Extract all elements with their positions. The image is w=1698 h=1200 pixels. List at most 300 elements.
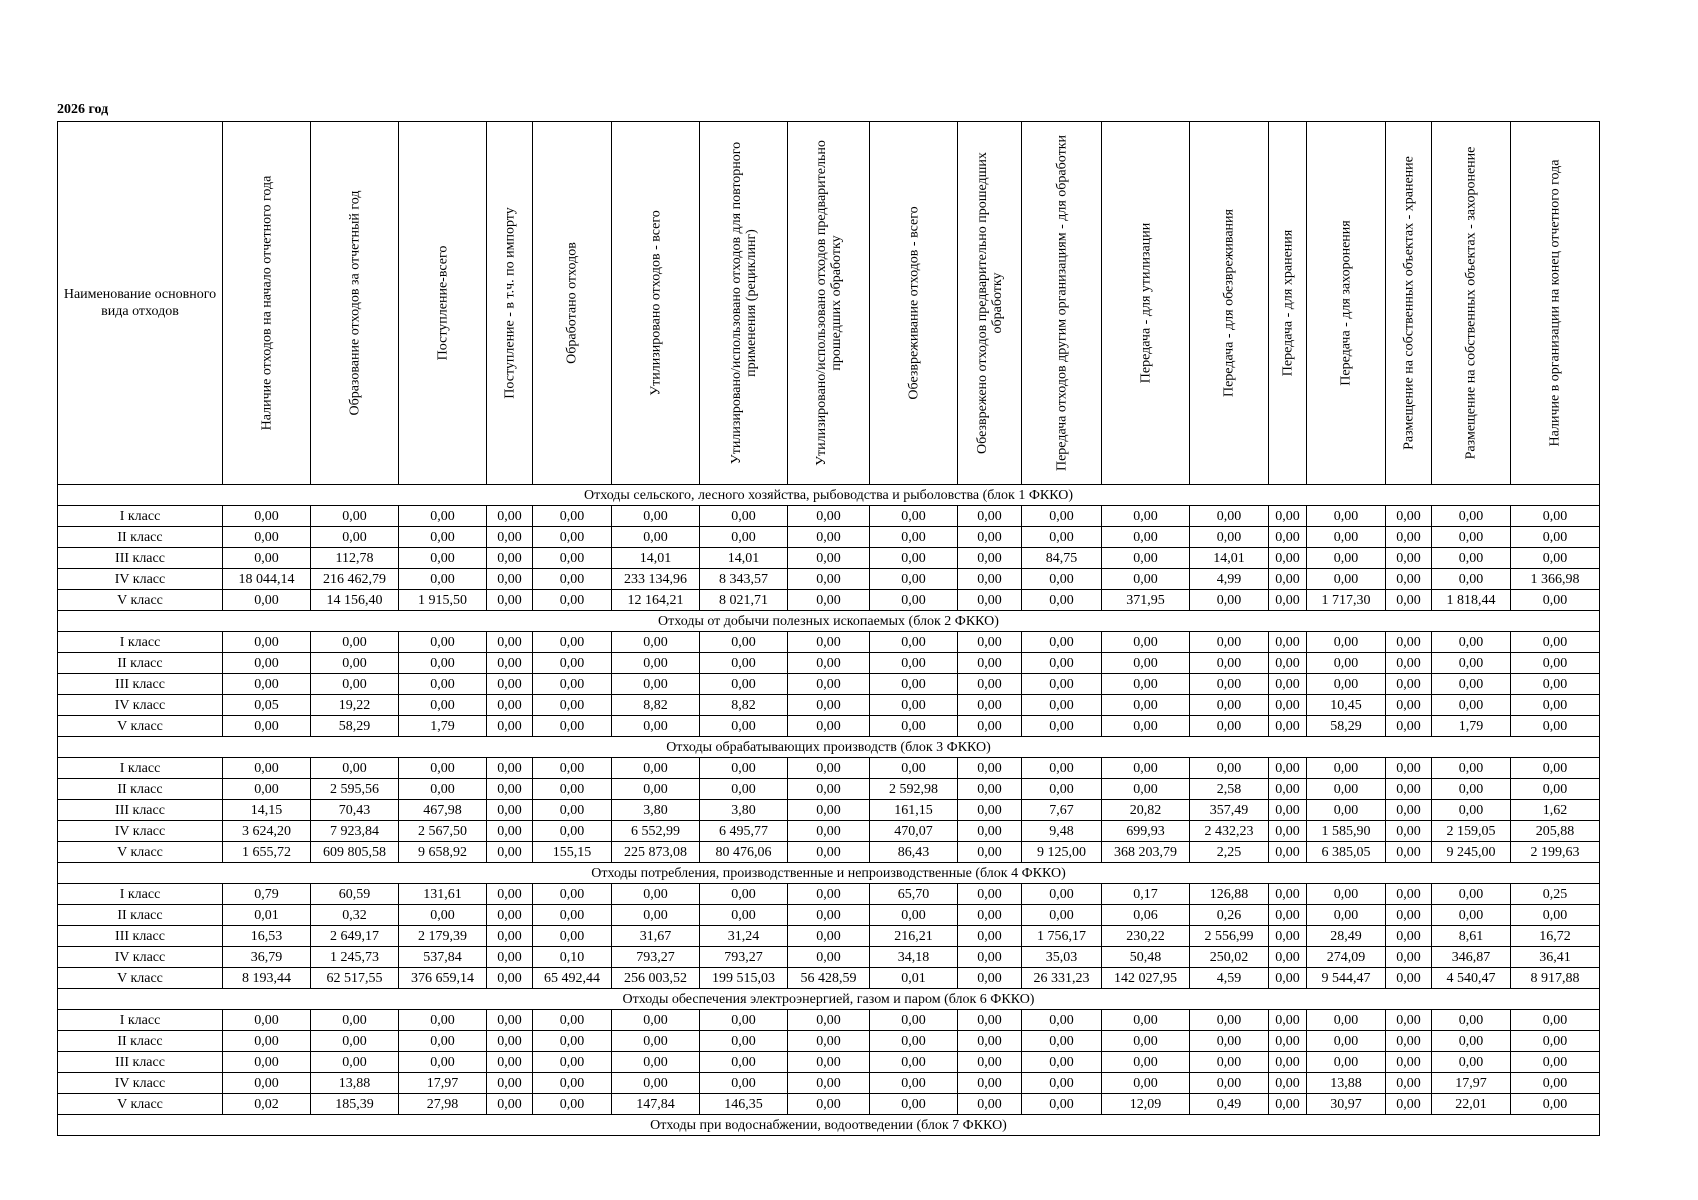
value-cell: 31,24 bbox=[700, 926, 788, 947]
value-cell: 0,00 bbox=[870, 590, 958, 611]
value-cell: 0,00 bbox=[958, 569, 1022, 590]
value-cell: 0,00 bbox=[788, 842, 870, 863]
value-cell: 0,00 bbox=[1511, 653, 1600, 674]
value-cell: 6 552,99 bbox=[612, 821, 700, 842]
value-cell: 0,00 bbox=[533, 1031, 612, 1052]
value-cell: 0,00 bbox=[1190, 527, 1269, 548]
value-cell: 0,00 bbox=[1432, 800, 1511, 821]
column-header bbox=[223, 122, 311, 485]
value-cell: 0,00 bbox=[870, 905, 958, 926]
value-cell: 0,00 bbox=[1022, 1073, 1102, 1094]
value-cell: 0,00 bbox=[700, 884, 788, 905]
value-cell: 60,59 bbox=[311, 884, 399, 905]
value-cell: 0,00 bbox=[700, 1010, 788, 1031]
value-cell: 0,00 bbox=[487, 695, 533, 716]
table-row bbox=[58, 632, 1600, 653]
value-cell: 0,00 bbox=[533, 590, 612, 611]
value-cell: 1 756,17 bbox=[1022, 926, 1102, 947]
value-cell: 0,00 bbox=[1432, 674, 1511, 695]
hazard-class-cell: IV класс bbox=[58, 947, 223, 968]
value-cell: 0,00 bbox=[487, 821, 533, 842]
value-cell: 0,00 bbox=[487, 527, 533, 548]
column-header-label: Наличие отходов на начало отчетного года bbox=[259, 175, 274, 431]
hazard-class-cell: V класс bbox=[58, 968, 223, 989]
value-cell: 368 203,79 bbox=[1102, 842, 1190, 863]
value-cell: 0,00 bbox=[1432, 884, 1511, 905]
value-cell: 793,27 bbox=[612, 947, 700, 968]
value-cell: 0,00 bbox=[1102, 527, 1190, 548]
column-header bbox=[1432, 122, 1511, 485]
hazard-class-cell: III класс bbox=[58, 800, 223, 821]
value-cell: 0,00 bbox=[870, 1010, 958, 1031]
value-cell: 7 923,84 bbox=[311, 821, 399, 842]
value-cell: 0,00 bbox=[223, 653, 311, 674]
table-row bbox=[58, 548, 1600, 569]
value-cell: 0,00 bbox=[1307, 674, 1386, 695]
value-cell: 0,00 bbox=[399, 1031, 487, 1052]
value-cell: 0,00 bbox=[533, 653, 612, 674]
value-cell: 0,00 bbox=[870, 1073, 958, 1094]
value-cell: 0,00 bbox=[612, 884, 700, 905]
value-cell: 0,00 bbox=[700, 632, 788, 653]
value-cell: 131,61 bbox=[399, 884, 487, 905]
column-header-label: Утилизировано/использовано отходов предварительно прошедших обработку bbox=[813, 140, 844, 466]
value-cell: 28,49 bbox=[1307, 926, 1386, 947]
value-cell: 0,00 bbox=[1511, 1031, 1600, 1052]
value-cell: 4,59 bbox=[1190, 968, 1269, 989]
value-cell: 2 199,63 bbox=[1511, 842, 1600, 863]
value-cell: 0,00 bbox=[700, 506, 788, 527]
value-cell: 0,00 bbox=[487, 653, 533, 674]
value-cell: 0,00 bbox=[870, 506, 958, 527]
column-header-label: Размещение на собственных объектах - хранение bbox=[1401, 156, 1416, 450]
table-row bbox=[58, 884, 1600, 905]
value-cell: 0,00 bbox=[1190, 590, 1269, 611]
value-cell: 0,00 bbox=[1269, 548, 1307, 569]
value-cell: 0,00 bbox=[1022, 674, 1102, 695]
value-cell: 1 717,30 bbox=[1307, 590, 1386, 611]
hazard-class-cell: I класс bbox=[58, 884, 223, 905]
value-cell: 6 385,05 bbox=[1307, 842, 1386, 863]
table-row bbox=[58, 800, 1600, 821]
value-cell: 0,00 bbox=[1307, 1052, 1386, 1073]
value-cell: 4,99 bbox=[1190, 569, 1269, 590]
table-row bbox=[58, 590, 1600, 611]
value-cell: 0,00 bbox=[1022, 569, 1102, 590]
hazard-class-cell: IV класс bbox=[58, 821, 223, 842]
value-cell: 2 595,56 bbox=[311, 779, 399, 800]
value-cell: 0,06 bbox=[1102, 905, 1190, 926]
value-cell: 0,00 bbox=[1269, 653, 1307, 674]
value-cell: 0,00 bbox=[1386, 1073, 1432, 1094]
value-cell: 0,00 bbox=[958, 947, 1022, 968]
value-cell: 0,00 bbox=[1022, 758, 1102, 779]
value-cell: 0,00 bbox=[1307, 548, 1386, 569]
value-cell: 0,00 bbox=[1511, 695, 1600, 716]
column-header bbox=[533, 122, 612, 485]
value-cell: 537,84 bbox=[399, 947, 487, 968]
value-cell: 0,10 bbox=[533, 947, 612, 968]
value-cell: 0,00 bbox=[1190, 758, 1269, 779]
value-cell: 0,00 bbox=[958, 800, 1022, 821]
value-cell: 2 567,50 bbox=[399, 821, 487, 842]
value-cell: 0,00 bbox=[1190, 674, 1269, 695]
value-cell: 2 649,17 bbox=[311, 926, 399, 947]
value-cell: 50,48 bbox=[1102, 947, 1190, 968]
value-cell: 14 156,40 bbox=[311, 590, 399, 611]
value-cell: 146,35 bbox=[700, 1094, 788, 1115]
value-cell: 22,01 bbox=[1432, 1094, 1511, 1115]
table-row bbox=[58, 1052, 1600, 1073]
value-cell: 2,58 bbox=[1190, 779, 1269, 800]
value-cell: 8 193,44 bbox=[223, 968, 311, 989]
value-cell: 112,78 bbox=[311, 548, 399, 569]
value-cell: 0,00 bbox=[788, 527, 870, 548]
table-row bbox=[58, 968, 1600, 989]
value-cell: 1,79 bbox=[1432, 716, 1511, 737]
value-cell: 0,01 bbox=[870, 968, 958, 989]
value-cell: 0,00 bbox=[612, 779, 700, 800]
value-cell: 0,00 bbox=[399, 653, 487, 674]
value-cell: 3,80 bbox=[612, 800, 700, 821]
column-header bbox=[612, 122, 700, 485]
value-cell: 0,00 bbox=[1386, 527, 1432, 548]
value-cell: 0,00 bbox=[1386, 1010, 1432, 1031]
hazard-class-cell: IV класс bbox=[58, 569, 223, 590]
value-cell: 58,29 bbox=[1307, 716, 1386, 737]
value-cell: 0,00 bbox=[1022, 527, 1102, 548]
value-cell: 0,00 bbox=[1386, 800, 1432, 821]
hazard-class-cell: I класс bbox=[58, 758, 223, 779]
value-cell: 10,45 bbox=[1307, 695, 1386, 716]
value-cell: 8 021,71 bbox=[700, 590, 788, 611]
value-cell: 0,00 bbox=[223, 779, 311, 800]
value-cell: 0,00 bbox=[1307, 1010, 1386, 1031]
value-cell: 0,00 bbox=[788, 716, 870, 737]
value-cell: 0,00 bbox=[788, 926, 870, 947]
value-cell: 0,00 bbox=[1269, 1010, 1307, 1031]
value-cell: 0,00 bbox=[1102, 1052, 1190, 1073]
value-cell: 0,00 bbox=[1102, 548, 1190, 569]
hazard-class-cell: II класс bbox=[58, 779, 223, 800]
value-cell: 0,00 bbox=[487, 779, 533, 800]
value-cell: 126,88 bbox=[1190, 884, 1269, 905]
value-cell: 0,00 bbox=[533, 884, 612, 905]
value-cell: 0,00 bbox=[788, 905, 870, 926]
value-cell: 0,00 bbox=[223, 506, 311, 527]
value-cell: 0,00 bbox=[1269, 1094, 1307, 1115]
value-cell: 0,00 bbox=[1386, 674, 1432, 695]
column-header bbox=[1190, 122, 1269, 485]
hazard-class-cell: II класс bbox=[58, 527, 223, 548]
value-cell: 0,00 bbox=[223, 527, 311, 548]
value-cell: 0,00 bbox=[311, 758, 399, 779]
value-cell: 36,79 bbox=[223, 947, 311, 968]
value-cell: 0,00 bbox=[1102, 674, 1190, 695]
section-title: Отходы при водоснабжении, водоотведении (блок 7 ФККО) bbox=[58, 1115, 1600, 1136]
hazard-class-cell: II класс bbox=[58, 653, 223, 674]
value-cell: 0,00 bbox=[870, 527, 958, 548]
value-cell: 0,00 bbox=[487, 674, 533, 695]
value-cell: 0,00 bbox=[399, 506, 487, 527]
page-title: 2026 год bbox=[57, 102, 109, 117]
value-cell: 0,00 bbox=[1386, 884, 1432, 905]
table-row bbox=[58, 674, 1600, 695]
section-title: Отходы обрабатывающих производств (блок 3 ФККО) bbox=[58, 737, 1600, 758]
value-cell: 0,00 bbox=[612, 653, 700, 674]
hazard-class-cell: I класс bbox=[58, 1010, 223, 1031]
value-cell: 0,00 bbox=[1102, 716, 1190, 737]
value-cell: 62 517,55 bbox=[311, 968, 399, 989]
column-header bbox=[487, 122, 533, 485]
value-cell: 31,67 bbox=[612, 926, 700, 947]
value-cell: 9,48 bbox=[1022, 821, 1102, 842]
table-row bbox=[58, 716, 1600, 737]
value-cell: 0,00 bbox=[958, 926, 1022, 947]
value-cell: 0,00 bbox=[1386, 758, 1432, 779]
value-cell: 84,75 bbox=[1022, 548, 1102, 569]
value-cell: 0,32 bbox=[311, 905, 399, 926]
value-cell: 0,00 bbox=[788, 1010, 870, 1031]
value-cell: 0,00 bbox=[1102, 779, 1190, 800]
value-cell: 0,00 bbox=[1269, 1031, 1307, 1052]
value-cell: 0,00 bbox=[1432, 1052, 1511, 1073]
value-cell: 35,03 bbox=[1022, 947, 1102, 968]
value-cell: 9 658,92 bbox=[399, 842, 487, 863]
value-cell: 0,00 bbox=[1511, 905, 1600, 926]
value-cell: 65,70 bbox=[870, 884, 958, 905]
value-cell: 0,00 bbox=[1432, 779, 1511, 800]
value-cell: 0,00 bbox=[612, 506, 700, 527]
value-cell: 0,00 bbox=[487, 1010, 533, 1031]
value-cell: 0,00 bbox=[223, 758, 311, 779]
value-cell: 0,00 bbox=[399, 674, 487, 695]
value-cell: 14,01 bbox=[612, 548, 700, 569]
value-cell: 0,00 bbox=[1307, 905, 1386, 926]
value-cell: 0,00 bbox=[1386, 968, 1432, 989]
value-cell: 4 540,47 bbox=[1432, 968, 1511, 989]
value-cell: 0,00 bbox=[1432, 506, 1511, 527]
value-cell: 0,00 bbox=[1386, 1094, 1432, 1115]
value-cell: 0,00 bbox=[1022, 1094, 1102, 1115]
value-cell: 20,82 bbox=[1102, 800, 1190, 821]
value-cell: 0,00 bbox=[1386, 947, 1432, 968]
value-cell: 225 873,08 bbox=[612, 842, 700, 863]
value-cell: 0,00 bbox=[487, 548, 533, 569]
value-cell: 0,00 bbox=[487, 1031, 533, 1052]
table-row bbox=[58, 1094, 1600, 1115]
value-cell: 0,00 bbox=[870, 695, 958, 716]
value-cell: 0,00 bbox=[1190, 653, 1269, 674]
value-cell: 0,00 bbox=[870, 569, 958, 590]
column-header bbox=[1102, 122, 1190, 485]
value-cell: 0,00 bbox=[487, 926, 533, 947]
column-header-label: Утилизировано отходов - всего bbox=[648, 210, 663, 396]
value-cell: 0,00 bbox=[223, 632, 311, 653]
value-cell: 0,00 bbox=[1102, 758, 1190, 779]
table-row bbox=[58, 695, 1600, 716]
value-cell: 12,09 bbox=[1102, 1094, 1190, 1115]
section-header-row bbox=[58, 611, 1600, 632]
column-header-label: Обработано отходов bbox=[564, 242, 580, 364]
value-cell: 0,00 bbox=[533, 716, 612, 737]
value-cell: 0,00 bbox=[612, 758, 700, 779]
waste-table bbox=[57, 121, 1600, 1136]
value-cell: 274,09 bbox=[1307, 947, 1386, 968]
value-cell: 0,00 bbox=[1307, 632, 1386, 653]
hazard-class-cell: V класс bbox=[58, 590, 223, 611]
value-cell: 0,00 bbox=[1511, 590, 1600, 611]
value-cell: 0,00 bbox=[1269, 506, 1307, 527]
value-cell: 0,00 bbox=[487, 716, 533, 737]
value-cell: 0,00 bbox=[1190, 1031, 1269, 1052]
hazard-class-cell: IV класс bbox=[58, 695, 223, 716]
value-cell: 0,00 bbox=[1190, 716, 1269, 737]
value-cell: 0,00 bbox=[1102, 632, 1190, 653]
value-cell: 0,00 bbox=[1432, 1010, 1511, 1031]
value-cell: 0,00 bbox=[1269, 695, 1307, 716]
value-cell: 0,00 bbox=[788, 569, 870, 590]
value-cell: 0,00 bbox=[1269, 758, 1307, 779]
hazard-class-cell: II класс bbox=[58, 905, 223, 926]
section-header-row bbox=[58, 1115, 1600, 1136]
value-cell: 0,00 bbox=[1269, 527, 1307, 548]
value-cell: 8,82 bbox=[612, 695, 700, 716]
value-cell: 371,95 bbox=[1102, 590, 1190, 611]
value-cell: 0,00 bbox=[1511, 674, 1600, 695]
value-cell: 0,00 bbox=[1102, 1073, 1190, 1094]
column-header-label: Обезврежено отходов предварительно прошедших обработку bbox=[974, 152, 1005, 454]
table-row bbox=[58, 758, 1600, 779]
value-cell: 0,00 bbox=[1511, 716, 1600, 737]
value-cell: 0,00 bbox=[1190, 506, 1269, 527]
value-cell: 0,00 bbox=[1386, 1052, 1432, 1073]
value-cell: 0,00 bbox=[223, 1052, 311, 1073]
value-cell: 0,00 bbox=[1432, 653, 1511, 674]
value-cell: 0,00 bbox=[1269, 632, 1307, 653]
value-cell: 0,00 bbox=[612, 1010, 700, 1031]
column-header-label: Передача отходов другим организациям - для обработки bbox=[1054, 135, 1069, 472]
value-cell: 0,00 bbox=[958, 527, 1022, 548]
value-cell: 0,00 bbox=[487, 569, 533, 590]
hazard-class-cell: III класс bbox=[58, 926, 223, 947]
value-cell: 0,00 bbox=[1269, 716, 1307, 737]
value-cell: 14,01 bbox=[700, 548, 788, 569]
value-cell: 0,00 bbox=[958, 590, 1022, 611]
value-cell: 0,00 bbox=[958, 884, 1022, 905]
value-cell: 0,00 bbox=[700, 1052, 788, 1073]
value-cell: 0,00 bbox=[788, 947, 870, 968]
value-cell: 0,00 bbox=[1386, 926, 1432, 947]
value-cell: 26 331,23 bbox=[1022, 968, 1102, 989]
value-cell: 155,15 bbox=[533, 842, 612, 863]
value-cell: 0,00 bbox=[788, 758, 870, 779]
value-cell: 0,00 bbox=[1102, 653, 1190, 674]
value-cell: 8 917,88 bbox=[1511, 968, 1600, 989]
value-cell: 0,00 bbox=[1432, 527, 1511, 548]
table-row bbox=[58, 926, 1600, 947]
value-cell: 0,00 bbox=[870, 632, 958, 653]
column-header-label: Передача - для захоронения bbox=[1338, 220, 1354, 386]
value-cell: 0,00 bbox=[487, 947, 533, 968]
table-row bbox=[58, 653, 1600, 674]
value-cell: 0,00 bbox=[870, 1031, 958, 1052]
value-cell: 470,07 bbox=[870, 821, 958, 842]
value-cell: 0,00 bbox=[1269, 569, 1307, 590]
value-cell: 0,00 bbox=[1022, 1031, 1102, 1052]
value-cell: 357,49 bbox=[1190, 800, 1269, 821]
value-cell: 18 044,14 bbox=[223, 569, 311, 590]
value-cell: 16,53 bbox=[223, 926, 311, 947]
value-cell: 0,00 bbox=[700, 653, 788, 674]
value-cell: 0,00 bbox=[533, 1010, 612, 1031]
value-cell: 0,00 bbox=[311, 527, 399, 548]
value-cell: 256 003,52 bbox=[612, 968, 700, 989]
column-header bbox=[870, 122, 958, 485]
value-cell: 0,00 bbox=[533, 1094, 612, 1115]
value-cell: 0,00 bbox=[788, 1073, 870, 1094]
value-cell: 0,17 bbox=[1102, 884, 1190, 905]
value-cell: 0,00 bbox=[612, 632, 700, 653]
value-cell: 0,00 bbox=[700, 905, 788, 926]
value-cell: 1 585,90 bbox=[1307, 821, 1386, 842]
value-cell: 216 462,79 bbox=[311, 569, 399, 590]
column-header-label: Наличие в организации на конец отчетного года bbox=[1547, 159, 1563, 447]
value-cell: 0,00 bbox=[487, 1052, 533, 1073]
value-cell: 0,00 bbox=[1432, 695, 1511, 716]
table-row bbox=[58, 842, 1600, 863]
value-cell: 0,00 bbox=[788, 1052, 870, 1073]
value-cell: 0,00 bbox=[1386, 590, 1432, 611]
value-cell: 0,00 bbox=[788, 800, 870, 821]
value-cell: 0,00 bbox=[1022, 884, 1102, 905]
value-cell: 0,00 bbox=[1386, 821, 1432, 842]
section-title: Отходы потребления, производственные и непроизводственные (блок 4 ФККО) bbox=[58, 863, 1600, 884]
column-header-waste-type: Наименование основного вида отходов bbox=[58, 122, 223, 485]
table-header-row bbox=[58, 122, 1600, 485]
value-cell: 793,27 bbox=[700, 947, 788, 968]
column-header bbox=[311, 122, 399, 485]
value-cell: 0,00 bbox=[487, 884, 533, 905]
value-cell: 609 805,58 bbox=[311, 842, 399, 863]
value-cell: 0,00 bbox=[1102, 569, 1190, 590]
value-cell: 0,00 bbox=[958, 779, 1022, 800]
value-cell: 0,00 bbox=[1022, 590, 1102, 611]
value-cell: 0,00 bbox=[399, 548, 487, 569]
value-cell: 0,00 bbox=[533, 779, 612, 800]
value-cell: 0,00 bbox=[612, 674, 700, 695]
value-cell: 36,41 bbox=[1511, 947, 1600, 968]
value-cell: 0,00 bbox=[1386, 506, 1432, 527]
value-cell: 0,00 bbox=[533, 821, 612, 842]
value-cell: 9 245,00 bbox=[1432, 842, 1511, 863]
value-cell: 13,88 bbox=[1307, 1073, 1386, 1094]
value-cell: 376 659,14 bbox=[399, 968, 487, 989]
value-cell: 0,00 bbox=[311, 1010, 399, 1031]
value-cell: 0,00 bbox=[958, 905, 1022, 926]
value-cell: 0,00 bbox=[1269, 779, 1307, 800]
value-cell: 147,84 bbox=[612, 1094, 700, 1115]
value-cell: 0,00 bbox=[533, 800, 612, 821]
value-cell: 3 624,20 bbox=[223, 821, 311, 842]
value-cell: 0,00 bbox=[1511, 1073, 1600, 1094]
value-cell: 0,00 bbox=[1511, 1052, 1600, 1073]
value-cell: 1 245,73 bbox=[311, 947, 399, 968]
table-row bbox=[58, 527, 1600, 548]
value-cell: 0,00 bbox=[1102, 1010, 1190, 1031]
value-cell: 0,00 bbox=[958, 695, 1022, 716]
value-cell: 0,00 bbox=[788, 674, 870, 695]
